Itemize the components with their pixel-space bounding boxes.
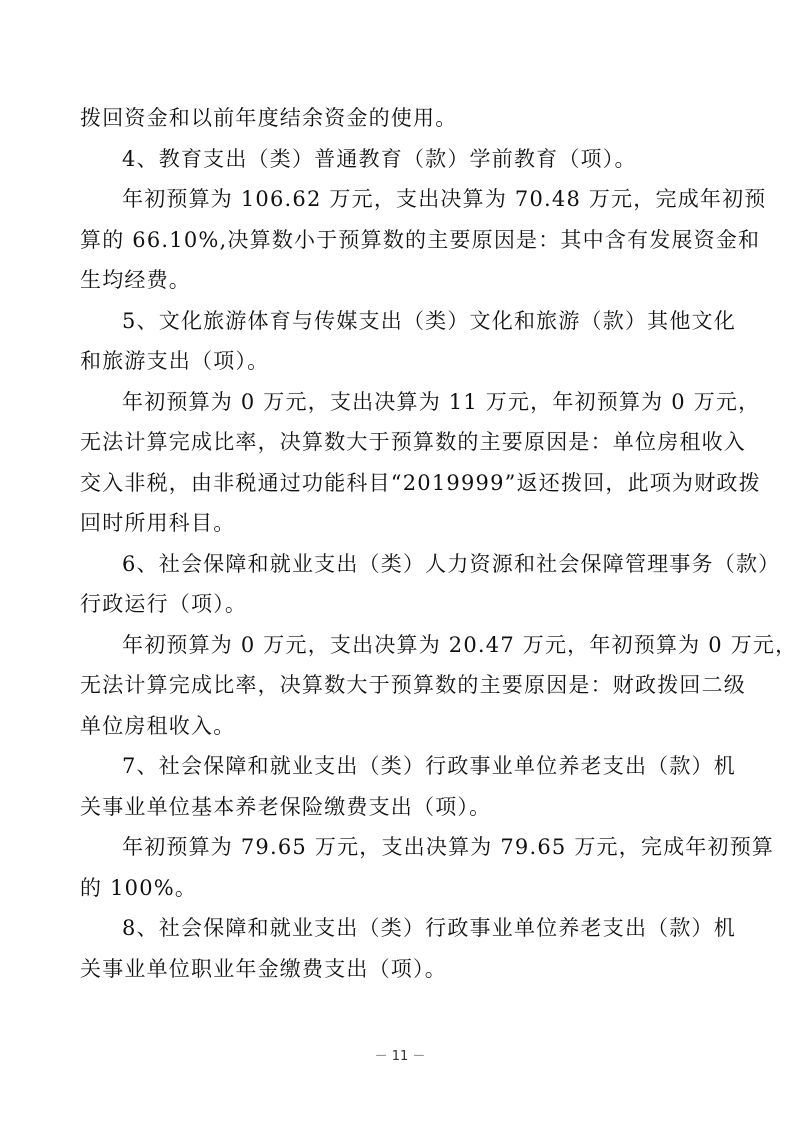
section-heading-5-cont: 和旅游支出（项）。 — [80, 349, 270, 373]
section-heading-7-cont: 关事业单位基本养老保险缴费支出（项）。 — [80, 794, 492, 819]
section-heading-4: 4、教育支出（类）普通教育（款）学前教育（项）。 — [122, 146, 637, 171]
text-line: 生均经费。 — [80, 268, 191, 292]
text-line: 回时所用科目。 — [80, 511, 236, 535]
text-line: 年初预算为 0 万元，支出决算为 20.47 万元，年初预算为 0 万元， — [122, 632, 798, 657]
text-line: 年初预算为 0 万元，支出决算为 11 万元，年初预算为 0 万元， — [122, 389, 761, 414]
section-heading-8: 8、社会保障和就业支出（类）行政事业单位养老支出（款）机 — [122, 916, 736, 940]
text-line: 无法计算完成比率，决算数大于预算数的主要原因是：财政拨回二级 — [80, 673, 746, 697]
text-line: 年初预算为 106.62 万元，支出决算为 70.48 万元，完成年初预 — [122, 187, 767, 211]
text-line: 单位房租收入。 — [80, 713, 236, 738]
section-heading-7: 7、社会保障和就业支出（类）行政事业单位养老支出（款）机 — [122, 754, 736, 778]
page-number: － 11 － — [374, 1049, 426, 1064]
text-line: 算的 66.10%,决算数小于预算数的主要原因是：其中含有发展资金和 — [80, 227, 761, 252]
section-heading-8-cont: 关事业单位职业年金缴费支出（项）。 — [80, 956, 447, 981]
document-page — [80, 98, 798, 989]
text-line: 拨回资金和以前年度结余资金的使用。 — [80, 106, 458, 130]
section-heading-5: 5、文化旅游体育与传媒支出（类）文化和旅游（款）其他文化 — [122, 308, 736, 333]
section-heading-6-cont: 行政运行（项）。 — [80, 592, 248, 616]
text-line: 的 100%。 — [80, 875, 198, 900]
text-line: 交入非税，由非税通过功能科目“2019999”返还拨回，此项为财政拨 — [80, 470, 761, 495]
text-line: 年初预算为 79.65 万元，支出决算为 79.65 万元，完成年初预算 — [122, 835, 775, 859]
text-line: 无法计算完成比率，决算数大于预算数的主要原因是：单位房租收入 — [80, 430, 746, 454]
section-heading-6: 6、社会保障和就业支出（类）人力资源和社会保障管理事务（款） — [122, 551, 781, 576]
